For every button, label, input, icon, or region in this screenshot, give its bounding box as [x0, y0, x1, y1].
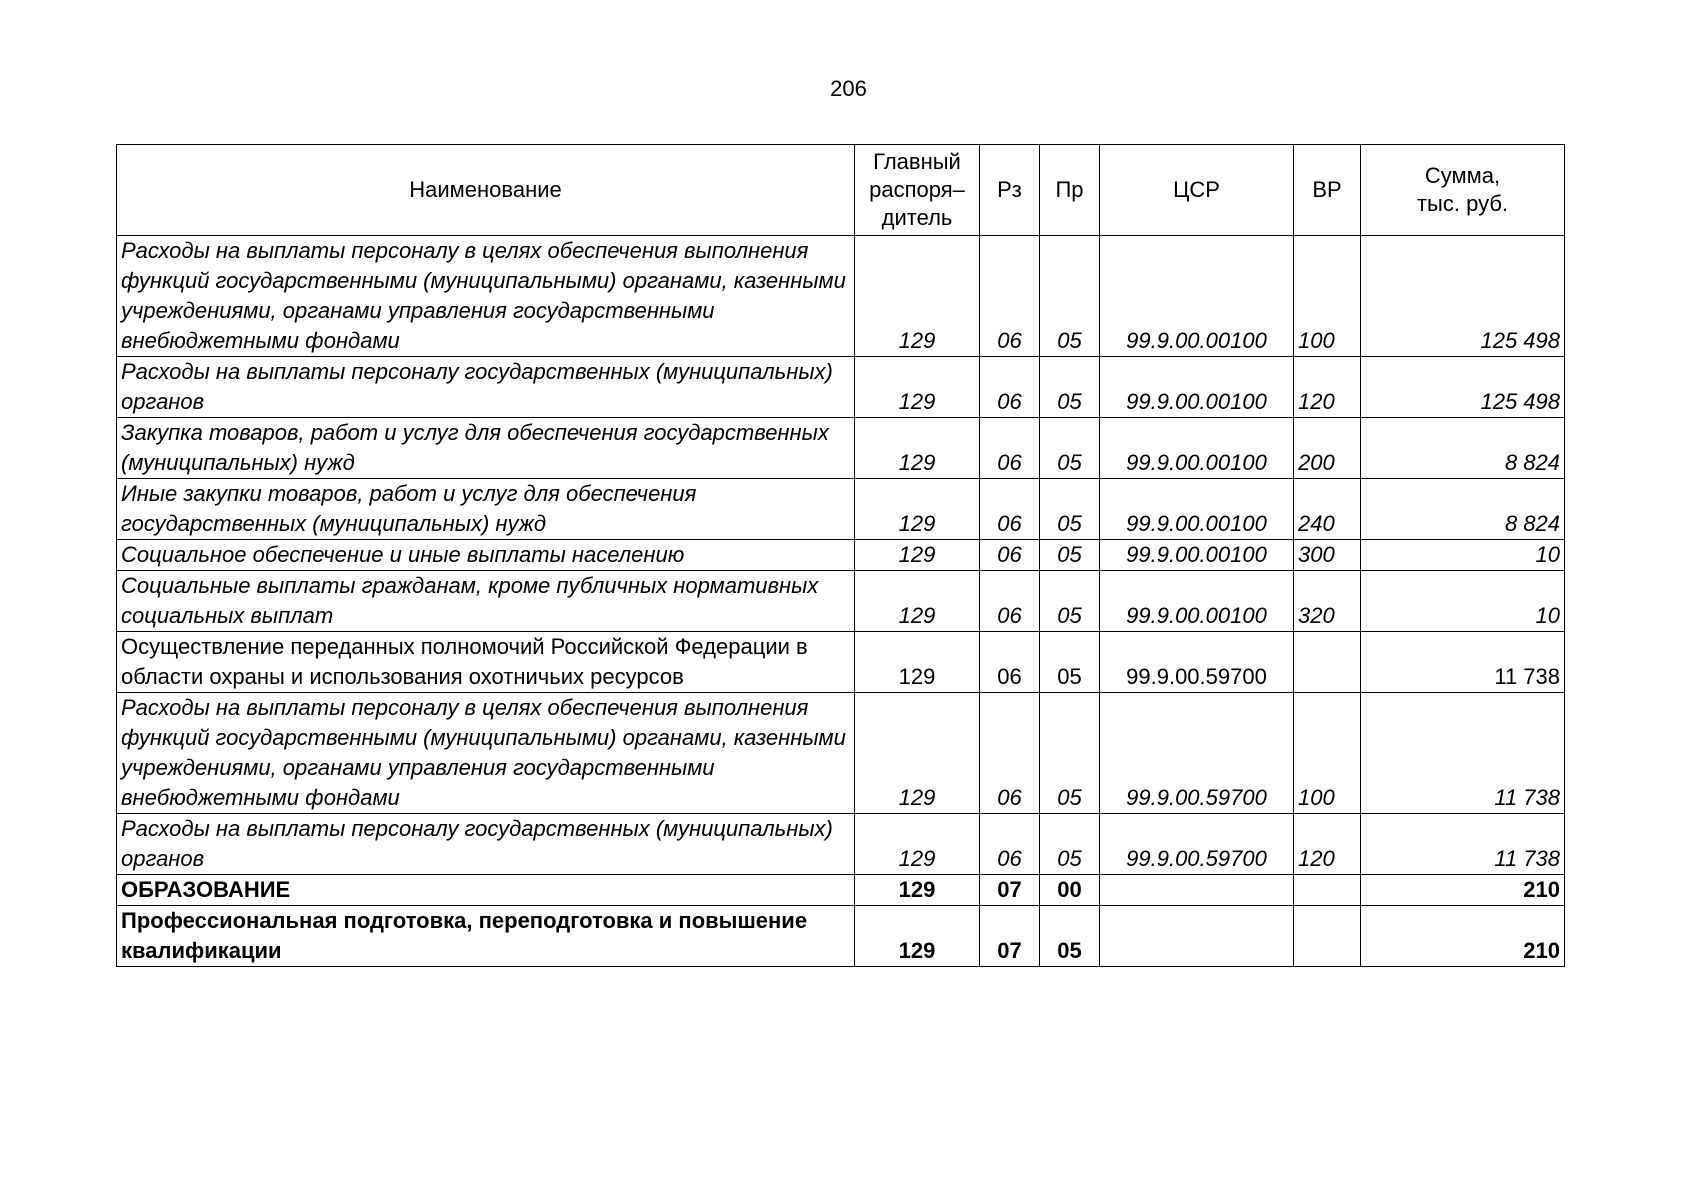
header-main-admin-line3: дитель [881, 205, 953, 230]
row-name: Расходы на выплаты персоналу государственных (муниципальных) органов [117, 814, 855, 875]
row-rz: 06 [980, 632, 1040, 693]
row-admin: 129 [855, 814, 980, 875]
header-sum-line1: Сумма, [1424, 163, 1501, 188]
row-sum: 10 [1361, 571, 1565, 632]
row-name: Социальные выплаты гражданам, кроме публичных нормативных социальных выплат [117, 571, 855, 632]
header-sum-line2: тыс. руб. [1416, 191, 1509, 216]
row-name: Профессиональная подготовка, переподготовка и повышение квалификации [117, 906, 855, 967]
row-name: Расходы на выплаты персоналу в целях обеспечения выполнения функций государственными (муниципальными) органами, казенными учреждениями, органами управления государственными внебюджетными фондами [117, 236, 855, 357]
row-rz: 07 [980, 875, 1040, 906]
row-rz: 07 [980, 906, 1040, 967]
row-vr: 320 [1294, 571, 1361, 632]
header-pr: Пр [1040, 145, 1100, 236]
table-row [117, 418, 1565, 479]
row-name: Иные закупки товаров, работ и услуг для обеспечения государственных (муниципальных) нужд [117, 479, 855, 540]
row-sum: 8 824 [1361, 418, 1565, 479]
table-row [117, 571, 1565, 632]
row-sum: 210 [1361, 875, 1565, 906]
row-pr: 05 [1040, 693, 1100, 814]
row-rz: 06 [980, 357, 1040, 418]
row-sum: 8 824 [1361, 479, 1565, 540]
row-pr: 05 [1040, 571, 1100, 632]
row-pr: 05 [1040, 814, 1100, 875]
header-csr: ЦСР [1100, 145, 1294, 236]
row-name: Закупка товаров, работ и услуг для обеспечения государственных (муниципальных) нужд [117, 418, 855, 479]
row-vr: 100 [1294, 693, 1361, 814]
row-admin: 129 [855, 571, 980, 632]
row-sum: 10 [1361, 540, 1565, 571]
row-name: Социальное обеспечение и иные выплаты населению [117, 540, 855, 571]
row-pr: 05 [1040, 357, 1100, 418]
row-sum: 11 738 [1361, 632, 1565, 693]
row-csr: 99.9.00.59700 [1100, 814, 1294, 875]
row-pr: 00 [1040, 875, 1100, 906]
header-main-admin [855, 145, 980, 236]
budget-table [116, 144, 1565, 967]
row-admin: 129 [855, 479, 980, 540]
table-row [117, 814, 1565, 875]
row-name: ОБРАЗОВАНИЕ [117, 875, 855, 906]
header-main-admin-line1: Главный [873, 149, 961, 174]
row-pr: 05 [1040, 479, 1100, 540]
row-name: Расходы на выплаты персоналу государственных (муниципальных) органов [117, 357, 855, 418]
row-vr: 120 [1294, 357, 1361, 418]
row-admin: 129 [855, 632, 980, 693]
row-csr: 99.9.00.00100 [1100, 357, 1294, 418]
row-csr: 99.9.00.59700 [1100, 632, 1294, 693]
row-sum: 125 498 [1361, 357, 1565, 418]
row-admin: 129 [855, 875, 980, 906]
table-row [117, 540, 1565, 571]
row-csr: 99.9.00.00100 [1100, 540, 1294, 571]
row-admin: 129 [855, 693, 980, 814]
header-rz: Рз [980, 145, 1040, 236]
row-sum: 11 738 [1361, 814, 1565, 875]
row-vr [1294, 906, 1361, 967]
table-row [117, 875, 1565, 906]
row-csr: 99.9.00.00100 [1100, 418, 1294, 479]
row-csr: 99.9.00.00100 [1100, 571, 1294, 632]
row-sum: 11 738 [1361, 693, 1565, 814]
row-name: Осуществление переданных полномочий Российской Федерации в области охраны и использования охотничьих ресурсов [117, 632, 855, 693]
row-csr: 99.9.00.00100 [1100, 479, 1294, 540]
table-row [117, 632, 1565, 693]
row-rz: 06 [980, 479, 1040, 540]
row-pr: 05 [1040, 906, 1100, 967]
row-admin: 129 [855, 357, 980, 418]
row-csr [1100, 875, 1294, 906]
row-pr: 05 [1040, 632, 1100, 693]
row-rz: 06 [980, 571, 1040, 632]
row-vr: 200 [1294, 418, 1361, 479]
row-rz: 06 [980, 693, 1040, 814]
table-row [117, 906, 1565, 967]
row-name: Расходы на выплаты персоналу в целях обеспечения выполнения функций государственными (муниципальными) органами, казенными учреждениями, органами управления государственными внебюджетными фондами [117, 693, 855, 814]
row-rz: 06 [980, 540, 1040, 571]
table-header-row [117, 145, 1565, 236]
header-name: Наименование [117, 145, 855, 236]
row-csr: 99.9.00.59700 [1100, 693, 1294, 814]
row-pr: 05 [1040, 236, 1100, 357]
row-vr: 240 [1294, 479, 1361, 540]
page-number: 206 [830, 76, 867, 101]
row-rz: 06 [980, 814, 1040, 875]
row-admin: 129 [855, 540, 980, 571]
table-row [117, 357, 1565, 418]
row-pr: 05 [1040, 540, 1100, 571]
header-main-admin-line2: распоря– [869, 177, 965, 202]
row-vr [1294, 632, 1361, 693]
row-vr: 120 [1294, 814, 1361, 875]
row-csr [1100, 906, 1294, 967]
row-pr: 05 [1040, 418, 1100, 479]
row-vr: 100 [1294, 236, 1361, 357]
table-row [117, 236, 1565, 357]
row-admin: 129 [855, 906, 980, 967]
row-sum: 125 498 [1361, 236, 1565, 357]
row-vr: 300 [1294, 540, 1361, 571]
header-vr: ВР [1294, 145, 1361, 236]
row-admin: 129 [855, 418, 980, 479]
row-vr [1294, 875, 1361, 906]
table-row [117, 479, 1565, 540]
row-csr: 99.9.00.00100 [1100, 236, 1294, 357]
header-sum [1361, 145, 1565, 236]
row-rz: 06 [980, 236, 1040, 357]
row-rz: 06 [980, 418, 1040, 479]
table-row [117, 693, 1565, 814]
row-sum: 210 [1361, 906, 1565, 967]
row-admin: 129 [855, 236, 980, 357]
